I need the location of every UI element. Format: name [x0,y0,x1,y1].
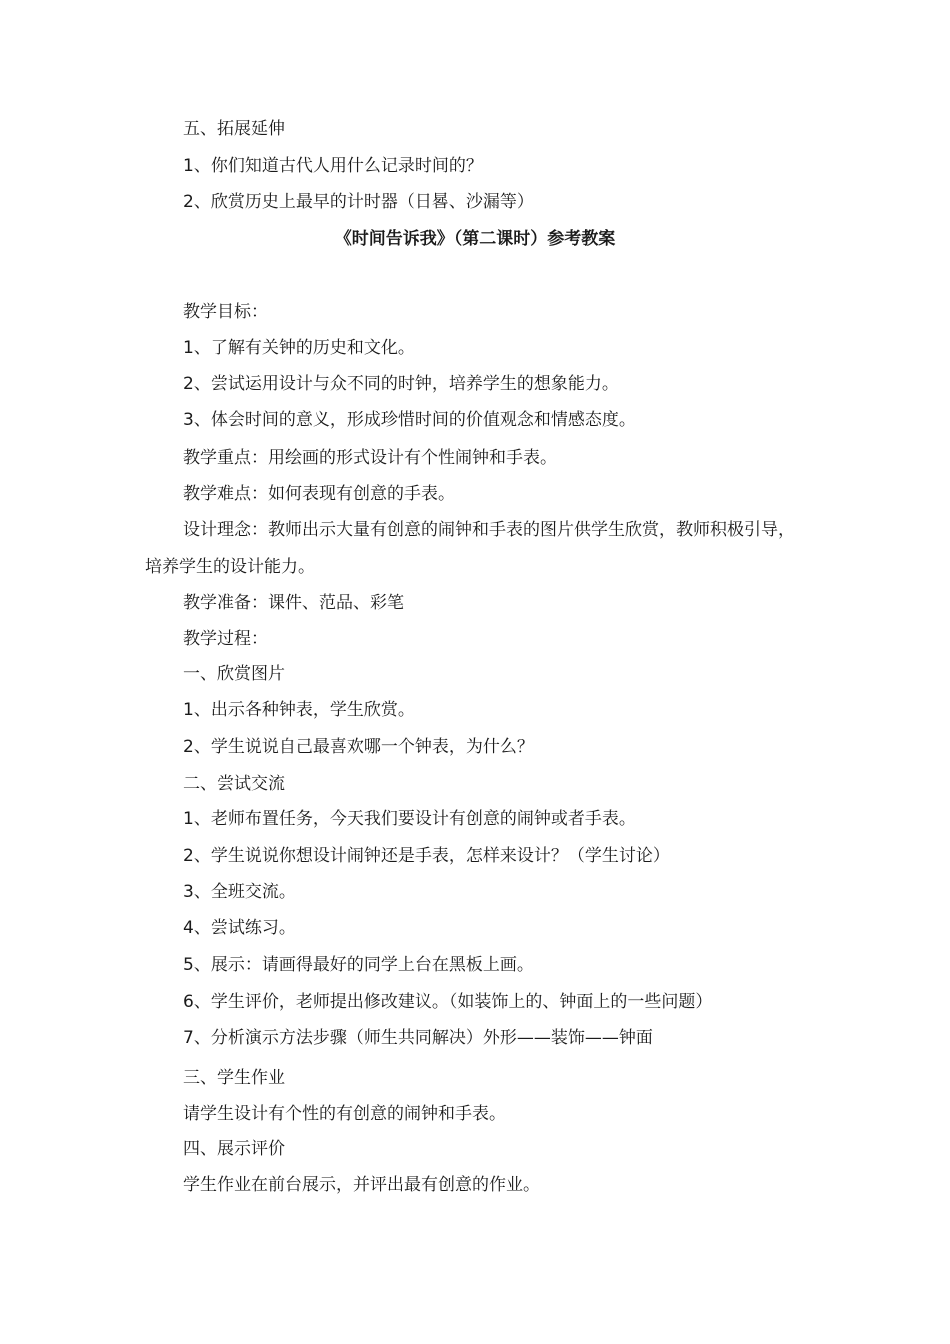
section1-item-2: 2、学生说说自己最喜欢哪一个钟表，为什么？ [183,737,534,757]
document-title: 《时间告诉我》（第二课时）参考教案 [334,229,616,249]
preparation: 教学准备：课件、范品、彩笔 [183,593,404,613]
objective-item-2: 2、尝试运用设计与众不同的时钟，培养学生的想象能力。 [183,374,619,394]
objective-item-1: 1、了解有关钟的历史和文化。 [183,338,415,358]
section4-heading: 四、展示评价 [183,1139,285,1159]
section2-item-2: 2、学生说说你想设计闹钟还是手表，怎样来设计？（学生讨论） [183,846,670,866]
section1-item-1: 1、出示各种钟表，学生欣赏。 [183,700,415,720]
section3-body: 请学生设计有个性的有创意的闹钟和手表。 [183,1104,506,1124]
section4-body: 学生作业在前台展示，并评出最有创意的作业。 [183,1175,540,1195]
design-concept: 设计理念：教师出示大量有创意的闹钟和手表的图片供学生欣赏，教师积极引导，培养学生的设计能力。 [145,520,795,577]
section2-item-3: 3、全班交流。 [183,882,296,902]
process-heading: 教学过程： [183,629,268,649]
section2-heading: 二、尝试交流 [183,774,285,794]
key-point: 教学重点：用绘画的形式设计有个性闹钟和手表。 [183,448,557,468]
extension-item-1: 1、你们知道古代人用什么记录时间的？ [183,156,483,176]
section3-heading: 三、学生作业 [183,1068,285,1088]
extension-item-2: 2、欣赏历史上最早的计时器（日晷、沙漏等） [183,192,534,212]
section2-item-6: 6、学生评价，老师提出修改建议。（如装饰上的、钟面上的一些问题） [183,992,713,1012]
objective-item-3: 3、体会时间的意义，形成珍惜时间的价值观念和情感态度。 [183,410,636,430]
section2-item-1: 1、老师布置任务，今天我们要设计有创意的闹钟或者手表。 [183,809,636,829]
objectives-heading: 教学目标： [183,302,268,322]
section2-item-4: 4、尝试练习。 [183,918,296,938]
section2-item-7: 7、分析演示方法步骤（师生共同解决）外形——装饰——钟面 [183,1028,653,1048]
difficulty: 教学难点：如何表现有创意的手表。 [183,484,455,504]
section2-item-5: 5、展示：请画得最好的同学上台在黑板上画。 [183,955,534,975]
section1-heading: 一、欣赏图片 [183,664,285,684]
extension-heading: 五、拓展延伸 [183,119,285,139]
